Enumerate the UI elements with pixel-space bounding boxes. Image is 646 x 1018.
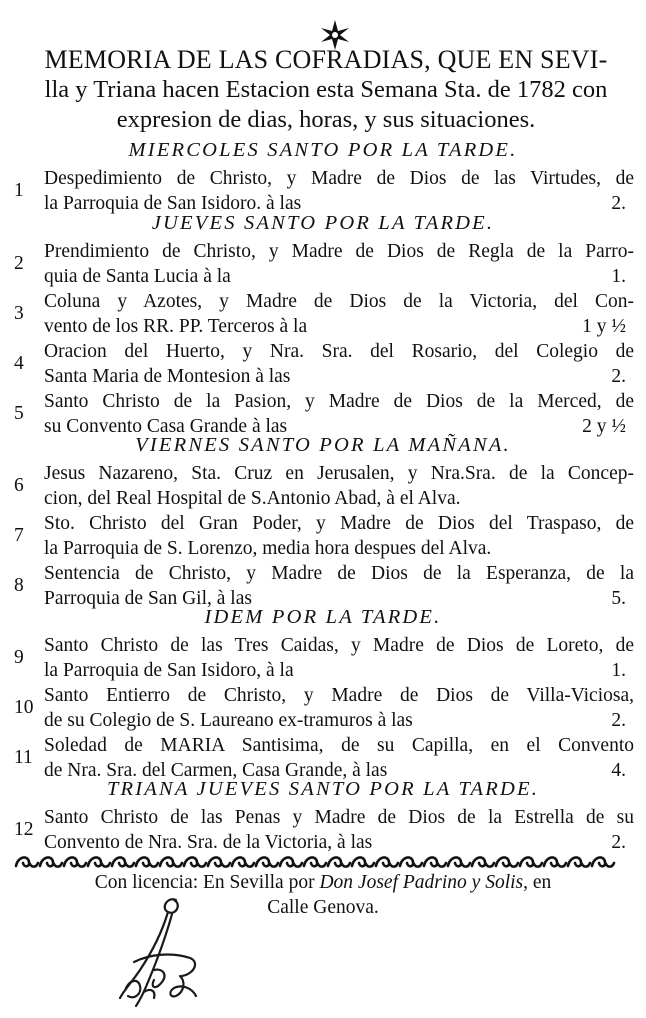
entry-line-2: la Parroquia de San Isidoro, à la bbox=[44, 660, 294, 681]
entry-line-2: Parroquia de San Gil, à las bbox=[44, 588, 252, 609]
entry-time: 2. bbox=[611, 710, 626, 731]
entry-time: 2. bbox=[611, 366, 626, 387]
entry-line-1: Santo Christo de las Penas y Madre de Dios de la Estrella de su bbox=[44, 807, 634, 828]
entry-line-1: Santo Christo de la Pasion, y Madre de Dios de la Merced, de bbox=[44, 391, 634, 412]
imprint-prefix: Con licencia: En Sevilla por bbox=[94, 872, 315, 893]
entry-line-1: Sto. Christo del Gran Poder, y Madre de Dios del Traspaso, de bbox=[44, 513, 634, 534]
section-heading-friday-afternoon: IDEM POR LA TARDE. bbox=[204, 606, 442, 628]
entry-number: 5 bbox=[14, 403, 24, 424]
entry-time: 1 y ½ bbox=[582, 316, 626, 337]
section-heading-wednesday: MIERCOLES SANTO POR LA TARDE. bbox=[128, 139, 518, 161]
entry-line-1: Santo Entierro de Christo, y Madre de Dios de Villa-Viciosa, bbox=[44, 685, 634, 706]
document-title bbox=[16, 44, 636, 135]
decorative-border-icon bbox=[14, 851, 626, 873]
entry-number: 6 bbox=[14, 475, 24, 496]
entry-number: 12 bbox=[14, 819, 34, 840]
entry-number: 11 bbox=[14, 747, 33, 768]
entry-line-1: Prendimiento de Christo, y Madre de Dios de Regla de la Parro- bbox=[44, 241, 634, 262]
entry-time: 2 y ½ bbox=[582, 416, 626, 437]
section-heading-triana-thursday: TRIANA JUEVES SANTO POR LA TARDE. bbox=[106, 778, 540, 800]
title-line-3: expresion de dias, horas, y sus situaciones. bbox=[116, 106, 536, 133]
entry-number: 4 bbox=[14, 353, 24, 374]
entry-line-2: de su Colegio de S. Laureano ex-tramuros à las bbox=[44, 710, 413, 731]
entry-time: 4. bbox=[611, 760, 626, 781]
entry-time: 2. bbox=[611, 832, 626, 853]
entry-time: 2. bbox=[611, 193, 626, 214]
entry-line-1: Coluna y Azotes, y Madre de Dios de la Victoria, del Con- bbox=[44, 291, 634, 312]
entry-line-1: Soledad de MARIA Santisima, de su Capilla, en el Convento bbox=[44, 735, 634, 756]
rubric-signature-icon bbox=[110, 892, 220, 1010]
entry-line-2: Santa Maria de Montesion à las bbox=[44, 366, 291, 387]
imprint-suffix: , en bbox=[523, 872, 552, 893]
entry-time: 1. bbox=[611, 266, 626, 287]
entry-line-2: vento de los RR. PP. Terceros à la bbox=[44, 316, 308, 337]
imprint-line-2: Calle Genova. bbox=[267, 897, 379, 918]
entry-line-1: Oracion del Huerto, y Nra. Sra. del Rosario, del Colegio de bbox=[44, 341, 634, 362]
entry-time: 1. bbox=[611, 660, 626, 681]
entry-line-1: Sentencia de Christo, y Madre de Dios de la Esperanza, de la bbox=[44, 563, 634, 584]
title-line-2: lla y Triana hacen Estacion esta Semana Sta. de 1782 con bbox=[44, 76, 608, 103]
entry-line-2: de Nra. Sra. del Carmen, Casa Grande, à las bbox=[44, 760, 388, 781]
entry-line-1: Jesus Nazareno, Sta. Cruz en Jerusalen, y Nra.Sra. de la Concep- bbox=[44, 463, 634, 484]
entry-number: 8 bbox=[14, 575, 24, 596]
entry-number: 2 bbox=[14, 253, 24, 274]
imprint-line-1 bbox=[0, 872, 646, 894]
entry-number: 9 bbox=[14, 647, 24, 668]
entry-time: 5. bbox=[611, 588, 626, 609]
section-heading-thursday: JUEVES SANTO POR LA TARDE. bbox=[151, 212, 495, 234]
entry-line-2: Convento de Nra. Sra. de la Victoria, à las bbox=[44, 832, 373, 853]
section-heading-friday-morning: VIERNES SANTO POR LA MAÑANA. bbox=[135, 434, 511, 456]
entry-number: 10 bbox=[14, 697, 34, 718]
entry-number: 3 bbox=[14, 303, 24, 324]
entry-line-2: su Convento Casa Grande à las bbox=[44, 416, 288, 437]
printer-name: Don Josef Padrino y Solis bbox=[319, 872, 524, 893]
entry-number: 1 bbox=[14, 180, 24, 201]
entry-line-2: quia de Santa Lucia à la bbox=[44, 266, 231, 287]
entry-line-1: Despedimiento de Christo, y Madre de Dios de las Virtudes, de bbox=[44, 168, 634, 189]
entry-line-1: Santo Christo de las Tres Caidas, y Madre de Dios de Loreto, de bbox=[44, 635, 634, 656]
entry-number: 7 bbox=[14, 525, 24, 546]
title-line-1: MEMORIA DE LAS COFRADIAS, QUE EN SEVI- bbox=[44, 45, 608, 74]
entry-line-2: la Parroquia de S. Lorenzo, media hora despues del Alva. bbox=[44, 538, 492, 559]
entry-line-2: la Parroquia de San Isidoro. à las bbox=[44, 193, 302, 214]
entry-line-2: cion, del Real Hospital de S.Antonio Abad, à el Alva. bbox=[44, 488, 461, 509]
